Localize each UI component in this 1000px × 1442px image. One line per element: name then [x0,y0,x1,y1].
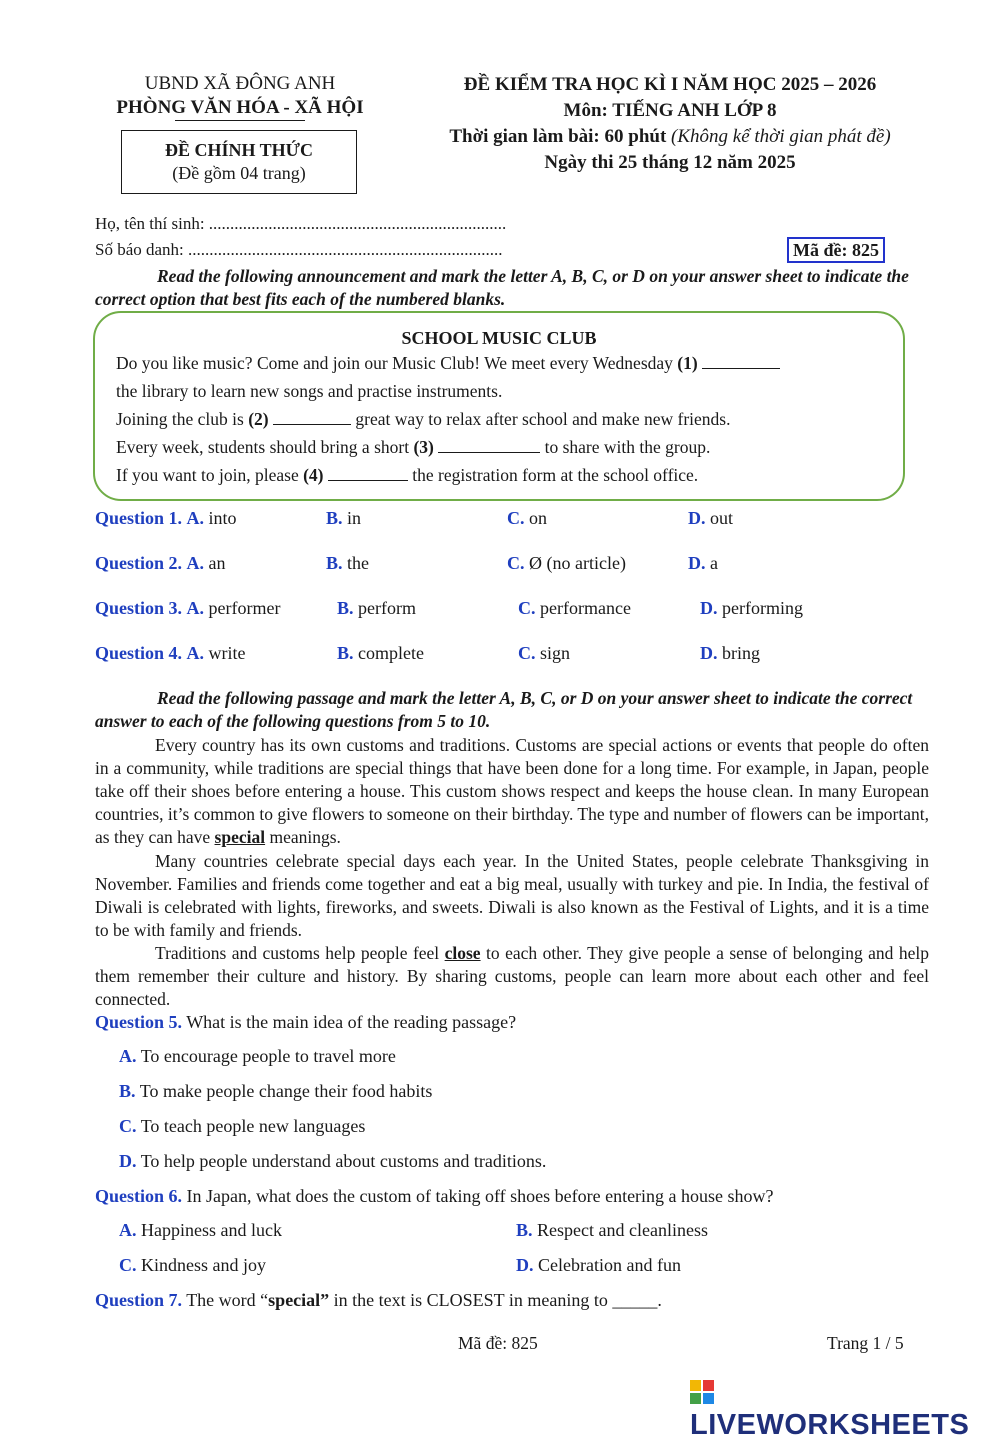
announcement-line2: the library to learn new songs and practise instruments. [116,381,503,401]
option-text: in [347,508,362,528]
question-number: Question 2. [95,553,183,573]
option-letter: A. [186,508,205,528]
official-exam-box [121,130,357,194]
option-text: Happiness and luck [141,1220,282,1240]
blank-2 [273,410,351,425]
exam-header [410,72,930,176]
option-letter: C. [507,553,525,573]
option-letter: A. [186,643,205,663]
option-text: perform [358,598,416,618]
option-letter: C. [507,508,525,528]
option-text: Kindness and joy [141,1255,266,1275]
announcement-line4 [116,437,710,458]
passage-paragraph-3 [95,942,929,1011]
question-number: Question 3. [95,598,183,618]
question-number: Question 1. [95,508,183,528]
option-text: out [710,508,734,528]
org-line2: PHÒNG VĂN HÓA - XÃ HỘI [116,97,364,118]
question-4-option-c[interactable] [518,643,570,664]
option-letter: B. [326,553,343,573]
option-letter: A. [186,598,205,618]
text: If you want to join, please [116,465,304,485]
option-letter: A. [186,553,205,573]
exam-time [410,124,930,150]
announcement-line3 [116,409,731,430]
underlined-word-close: close [444,943,481,963]
exam-date: Ngày thi 25 tháng 12 năm 2025 [544,152,796,173]
time-value: : 60 phút [593,126,672,147]
text: to each other. They give people a sense of belonging and help them remember their culture and history. By sharing customs, people can learn more about each other and feel connected. [95,943,929,1009]
question-4-option-d[interactable] [700,643,760,664]
question-3-label [95,598,280,619]
option-letter: C. [119,1255,137,1275]
exam-subject: Môn: TIẾNG ANH LỚP 8 [563,100,777,121]
text: Do you like music? Come and join our Music Club! We meet every Wednesday [116,353,678,373]
option-letter: D. [700,643,718,663]
question-2-option-c[interactable] [507,553,626,574]
option-a[interactable]: write [208,643,246,663]
footer-page-number: Trang 1 / 5 [827,1333,904,1353]
option-text: To make people change their food habits [139,1081,433,1101]
question-text: What is the main idea of the reading passage? [182,1012,517,1032]
option-letter: D. [119,1151,137,1171]
question-3-option-c[interactable] [518,598,631,619]
option-text: performance [540,598,631,618]
question-6 [95,1186,774,1207]
question-keyword: special” [268,1290,330,1310]
question-6-option-a[interactable] [119,1220,282,1241]
section1-instruction: Read the following announcement and mark the letter A, B, C, or D on your answer sheet to indicate the correct option that best fits each of the numbered blanks. [95,266,909,309]
question-6-option-b[interactable] [516,1220,708,1241]
school-header [90,72,390,120]
question-1-option-c[interactable] [507,508,547,529]
option-text: Celebration and fun [538,1255,681,1275]
question-2-label [95,553,226,574]
option-letter: D. [688,508,706,528]
option-letter: D. [688,553,706,573]
liveworksheets-logo [690,1376,990,1441]
option-a[interactable]: an [208,553,226,573]
question-3-option-d[interactable] [700,598,803,619]
text: Traditions and customs help people feel [155,943,445,963]
question-5 [95,1012,516,1033]
option-text: To help people understand about customs and traditions. [140,1151,547,1171]
question-number: Question 5. [95,1012,183,1032]
option-letter: B. [326,508,343,528]
passage-paragraph-2: Many countries celebrate special days each year. In the United States, people celebrate Thanksgiving in November. Families and friends come together and eat a big meal, usually with turkey and pie. In India, the festival of Diwali is celebrated with lights, fireworks, and sweets. Diwali is also known as the Festival of Lights, and it is a time to be with family and friends. [95,851,929,940]
question-number: Question 6. [95,1186,183,1206]
question-5-option-a[interactable] [119,1046,396,1067]
question-1-label [95,508,237,529]
option-text: complete [358,643,424,663]
option-text: on [529,508,547,528]
option-letter: C. [518,643,536,663]
official-pages: (Đề gồm 04 trang) [172,163,306,183]
option-letter: D. [700,598,718,618]
question-5-option-c[interactable] [119,1116,365,1137]
logo-text: LIVEWORKSHEETS [690,1409,970,1441]
question-3-option-b[interactable] [337,598,416,619]
option-a[interactable]: performer [208,598,281,618]
passage-paragraph-1 [95,734,929,849]
question-text: The word “ [182,1290,269,1310]
option-letter: A. [119,1046,137,1066]
footer-exam-code: Mã đề: 825 [458,1333,538,1353]
blank-number-1: (1) [677,353,698,373]
question-5-option-d[interactable] [119,1151,546,1172]
option-text: Ø (no article) [529,553,626,573]
option-text: the [347,553,370,573]
option-text: performing [722,598,803,618]
option-letter: C. [119,1116,137,1136]
header-divider [175,120,305,121]
question-1-option-d[interactable] [688,508,733,529]
announcement-line5 [116,465,698,486]
question-text: In Japan, what does the custom of taking off shoes before entering a house show? [182,1186,774,1206]
candidate-name-line: Họ, tên thí sinh: ...................................................................... [95,214,507,233]
option-text: Respect and cleanliness [537,1220,708,1240]
question-5-option-b[interactable] [119,1081,432,1102]
text: meanings. [265,827,341,847]
announcement-line1 [116,353,780,374]
option-text: a [710,553,718,573]
question-1-option-b[interactable] [326,508,361,529]
blank-3 [438,438,540,453]
option-text: sign [540,643,571,663]
blank-4 [328,466,408,481]
option-letter: D. [516,1255,534,1275]
time-note: (Không kể thời gian phát đề) [671,126,891,147]
blank-number-4: (4) [303,465,324,485]
section2-instruction: Read the following passage and mark the letter A, B, C, or D on your answer sheet to indicate the correct answer to each of the following questions from 5 to 10. [95,688,913,731]
question-4-label [95,643,246,664]
question-number: Question 4. [95,643,183,663]
text: to share with the group. [540,437,711,457]
org-line1: UBND XÃ ĐÔNG ANH [144,73,336,94]
time-label: Thời gian làm bài [449,126,594,147]
candidate-id-line: Số báo danh: .......................................................................... [95,240,503,259]
question-2-option-d[interactable] [688,553,718,574]
text: the registration form at the school office. [407,465,699,485]
option-letter: B. [337,643,354,663]
exam-code-box: Mã đề: 825 [787,237,885,263]
exam-title: ĐỀ KIỂM TRA HỌC KÌ I NĂM HỌC 2025 – 2026 [463,74,877,95]
option-letter: B. [337,598,354,618]
option-letter: B. [516,1220,533,1240]
question-number: Question 7. [95,1290,183,1310]
question-6-option-c[interactable] [119,1255,266,1276]
announcement-title: SCHOOL MUSIC CLUB [401,328,597,348]
blank-number-3: (3) [413,437,434,457]
text: Joining the club is [116,409,249,429]
text: great way to relax after school and make new friends. [351,409,731,429]
question-7 [95,1290,662,1311]
underlined-word-special: special [214,827,266,847]
question-4-option-b[interactable] [337,643,424,664]
question-text: in the text is CLOSEST in meaning to _____. [329,1290,662,1310]
option-text: To encourage people to travel more [140,1046,396,1066]
option-text: To teach people new languages [140,1116,366,1136]
text: Every country has its own customs and traditions. Customs are special actions or events that people do often in a community, while traditions are special things that have been done for a long time. For example, in Japan, people take off their shoes before entering a house. This custom shows respect and keeps the house clean. In many European countries, it’s common to give flowers to someone on their birthday. The type and number of flowers can be important, as they can have [95,735,929,847]
option-letter: C. [518,598,536,618]
option-text: bring [722,643,760,663]
text: Every week, students should bring a short [116,437,414,457]
liveworksheets-grid-icon [690,1380,714,1404]
official-title: ĐỀ CHÍNH THỨC [164,140,314,160]
option-letter: B. [119,1081,136,1101]
question-6-option-d[interactable] [516,1255,681,1276]
blank-1 [702,354,780,369]
option-a[interactable]: into [208,508,237,528]
blank-number-2: (2) [248,409,269,429]
question-2-option-b[interactable] [326,553,369,574]
option-letter: A. [119,1220,137,1240]
